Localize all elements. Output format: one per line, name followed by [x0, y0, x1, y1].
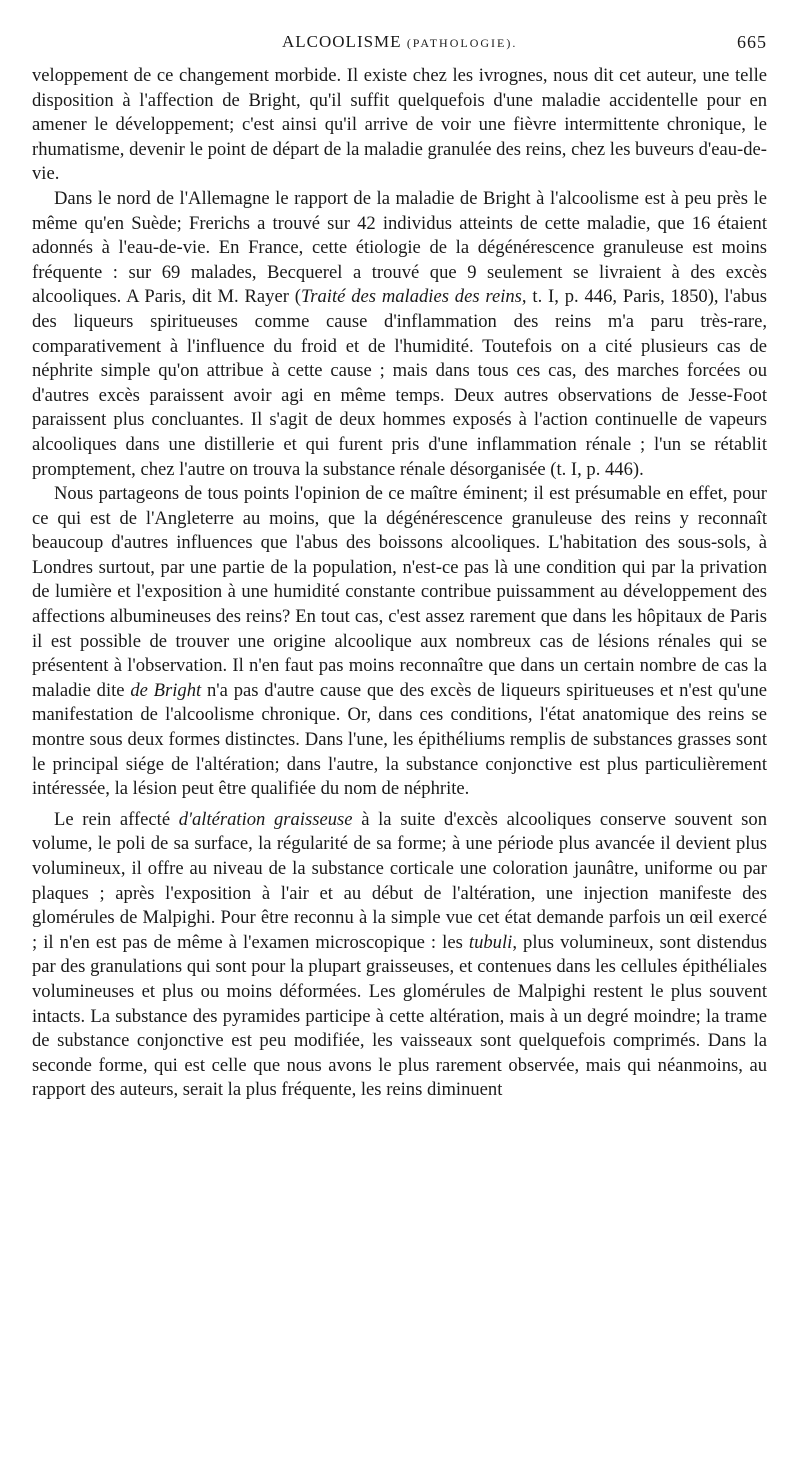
- page-number: 665: [737, 32, 767, 52]
- paragraph-4-text-c: , plus volumineux, sont distendus par des granulations qui sont pour la plupart graisseuses, et contenues dans les cellules épithéliales volumineuses et plus ou moins déformées. Les glomérules de Malpighi restent le plus souvent intacts. La substance des pyramides participe à cette altération, mais à un degré moindre; la trame de substance conjonctive est peu modifiée, les vaisseaux sont quelquefois comprimés. Dans la seconde forme, qui est celle que nous avons le plus rarement observée, mais qui néanmoins, au rapport des auteurs, serait la plus fréquente, les reins diminuent: [32, 931, 767, 1101]
- running-title: [282, 32, 517, 52]
- paragraph-4-italic-tubuli: tubuli: [468, 931, 513, 953]
- paragraph-4-text-a: Le rein affecté: [54, 808, 179, 830]
- paragraph-4-italic: d'altération graisseuse: [178, 808, 353, 830]
- running-header: [32, 28, 767, 58]
- paragraph-2: [32, 187, 767, 482]
- paragraph-3-italic: de Bright: [130, 679, 202, 701]
- paragraph-3-text-b: n'a pas d'autre cause que des excès de liqueurs spiritueuses et n'est qu'une manifestation de l'alcoolisme chronique. Or, dans ces conditions, l'état anatomique des reins se montre sous deux formes distinctes. Dans l'une, les épithéliums remplis de substances grasses sont le principal siége de l'altération; dans l'autre, la substance conjonctive est plus particulièrement intéressée, la lésion peut être qualifiée du nom de néphrite.: [32, 679, 768, 800]
- paragraph-2-text-b: , t. I, p. 446, Paris, 1850), l'abus des liqueurs spiritueuses comme cause d'inflammation des reins m'a paru très-rare, comparativement à l'influence du froid et de l'humidité. Toutefois on a cité plusieurs cas de néphrite simple qu'on attribue à cette cause ; mais dans tous ces cas, des marches forcées ou d'autres excès paraissent avoir agi en même temps. Deux autres observations de Jesse-Foot paraissent plus concluantes. Il s'agit de deux hommes exposés à l'action continuelle de vapeurs alcooliques dans une distillerie et qui furent pris d'une inflammation rénale ; l'un se rétablit promptement, chez l'autre on trouva la substance rénale désorganisée (t. I, p. 446).: [32, 286, 768, 480]
- document-page: [32, 28, 767, 1103]
- paragraph-4-text-b: à la suite d'excès alcooliques conserve souvent son volume, le poli de sa surface, la régularité de sa forme; à une période plus avancée il devient plus volumineux, il offre au niveau de la substance corticale une coloration jaunâtre, uniforme ou par plaques ; après l'exposition à l'air et au début de l'altération, une injection manifeste des glomérules de Malpighi. Pour être reconnu à la simple vue cet état demande parfois un œil exercé ; il n'en est pas de même à l'examen microscopique : les: [32, 808, 767, 953]
- paragraph-2-book-title: Traité des maladies des reins: [300, 286, 522, 308]
- paragraph-1-text: veloppement de ce changement morbide. Il existe chez les ivrognes, nous dit cet auteur, une telle disposition à l'affection de Bright, qu'il suffit quelquefois d'une maladie accidentelle pour en amener le développement; c'est ainsi qu'il arrive de voir une fièvre intermittente chronique, le rhumatisme, devenir le point de départ de la maladie granulée des reins, chez les buveurs d'eau-de-vie.: [32, 65, 767, 185]
- paragraph-3-text-a: Nous partageons de tous points l'opinion de ce maître éminent; il est présumable en effet, pour ce qui est de l'Angleterre au moins, que la dégénérescence granuleuse des reins y reconnaît beaucoup d'autres influences que l'abus des boissons alcooliques. L'habitation des sous-sols, à Londres surtout, par une partie de la population, n'est-ce pas là une condition qui par la privation de lumière et l'exposition à une humidité constante contribue puissamment au développement des affections albumineuses des reins? En tout cas, c'est assez rarement que dans les hôpitaux de Paris il est possible de trouver une origine alcoolique aux nombreux cas de lésions rénales qui se présentent à l'observation. Il n'en faut pas moins reconnaître que dans un certain nombre de cas la maladie dite: [32, 483, 767, 701]
- paragraph-2-text-a: Dans le nord de l'Allemagne le rapport de la maladie de Bright à l'alcoolisme est à peu près le même qu'en Suède; Frerichs a trouvé sur 42 individus atteints de cette maladie, que 16 étaient adonnés à l'eau-de-vie. En France, cette étiologie de la dégénérescence granuleuse est moins fréquente : sur 69 malades, Becquerel a trouvé que 9 seulement se livraient à des excès alcooliques. A Paris, dit M. Rayer (: [32, 187, 767, 308]
- running-title-main: ALCOOLISME: [282, 32, 402, 51]
- running-title-sub: (PATHOLOGIE).: [406, 36, 518, 50]
- paragraph-3: [32, 482, 767, 802]
- paragraph-4: [32, 808, 767, 1103]
- paragraph-1: [32, 64, 767, 187]
- body-text: [32, 64, 767, 1103]
